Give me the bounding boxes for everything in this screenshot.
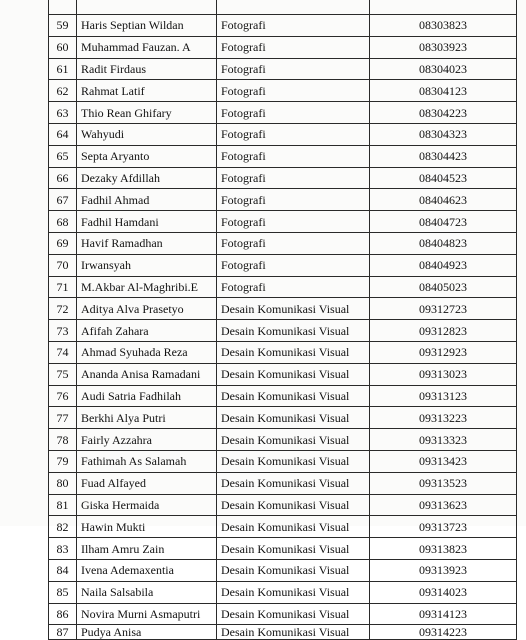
table-row (49, 189, 517, 211)
table-row (49, 363, 517, 385)
row-number: 59 (49, 15, 77, 37)
student-name: Naila Salsabila (77, 581, 217, 603)
program-name: Desain Komunikasi Visual (217, 450, 370, 472)
row-number: 84 (49, 559, 77, 581)
row-number: 83 (49, 538, 77, 560)
student-id: 09313923 (370, 559, 517, 581)
program-name: Fotografi (217, 102, 370, 124)
table-row (49, 581, 517, 603)
row-number: 86 (49, 603, 77, 625)
student-id: 09314123 (370, 603, 517, 625)
row-number: 71 (49, 276, 77, 298)
student-name: Havif Ramadhan (77, 232, 217, 254)
student-id: 09313123 (370, 385, 517, 407)
table-row (49, 276, 517, 298)
table-row (49, 232, 517, 254)
student-id: 09313623 (370, 494, 517, 516)
row-number: 80 (49, 472, 77, 494)
table-row (49, 167, 517, 189)
student-name: Giska Hermaida (77, 494, 217, 516)
student-name: Fadhil Ahmad (77, 189, 217, 211)
row-number: 74 (49, 341, 77, 363)
program-name: Fotografi (217, 15, 370, 37)
program-name: Fotografi (217, 167, 370, 189)
row-number: 66 (49, 167, 77, 189)
row-number: 75 (49, 363, 77, 385)
program-name: Fotografi (217, 232, 370, 254)
table-row (49, 0, 517, 15)
student-id: 08303823 (370, 15, 517, 37)
student-name (77, 0, 217, 15)
student-id: 09314223 (370, 625, 517, 640)
program-name: Desain Komunikasi Visual (217, 625, 370, 640)
student-name: Hawin Mukti (77, 516, 217, 538)
table-row (49, 538, 517, 560)
row-number: 68 (49, 211, 77, 233)
program-name: Desain Komunikasi Visual (217, 320, 370, 342)
program-name: Fotografi (217, 123, 370, 145)
student-name: Wahyudi (77, 123, 217, 145)
student-name: Rahmat Latif (77, 80, 217, 102)
table-row (49, 494, 517, 516)
student-name: Fairly Azzahra (77, 429, 217, 451)
row-number: 82 (49, 516, 77, 538)
table-row (49, 102, 517, 124)
student-name: Radit Firdaus (77, 58, 217, 80)
table-row (49, 472, 517, 494)
row-number: 61 (49, 58, 77, 80)
student-id: 08404623 (370, 189, 517, 211)
student-name: Fuad Alfayed (77, 472, 217, 494)
table-row (49, 450, 517, 472)
student-id: 09313723 (370, 516, 517, 538)
table-row (49, 516, 517, 538)
student-name: M.Akbar Al-Maghribi.E (77, 276, 217, 298)
row-number: 62 (49, 80, 77, 102)
program-name: Fotografi (217, 254, 370, 276)
student-name: Ahmad Syuhada Reza (77, 341, 217, 363)
row-number: 64 (49, 123, 77, 145)
student-id: 09313023 (370, 363, 517, 385)
program-name (217, 0, 370, 15)
student-id: 09313323 (370, 429, 517, 451)
table-row (49, 341, 517, 363)
row-number: 69 (49, 232, 77, 254)
student-id: 08304223 (370, 102, 517, 124)
row-number: 79 (49, 450, 77, 472)
row-number: 73 (49, 320, 77, 342)
student-name: Novira Murni Asmaputri (77, 603, 217, 625)
student-name: Ilham Amru Zain (77, 538, 217, 560)
table-row (49, 80, 517, 102)
program-name: Fotografi (217, 58, 370, 80)
program-name: Fotografi (217, 189, 370, 211)
student-name: Dezaky Afdillah (77, 167, 217, 189)
student-id: 09312723 (370, 298, 517, 320)
student-id: 08303923 (370, 36, 517, 58)
table-row (49, 123, 517, 145)
student-id: 08405023 (370, 276, 517, 298)
student-id: 09313523 (370, 472, 517, 494)
row-number: 72 (49, 298, 77, 320)
student-name: Thio Rean Ghifary (77, 102, 217, 124)
table-row (49, 625, 517, 640)
student-id: 09313223 (370, 407, 517, 429)
student-id: 08404523 (370, 167, 517, 189)
row-number: 85 (49, 581, 77, 603)
program-name: Desain Komunikasi Visual (217, 385, 370, 407)
table-row (49, 320, 517, 342)
student-id (370, 0, 517, 15)
table-row (49, 254, 517, 276)
student-name: Septa Aryanto (77, 145, 217, 167)
table-row (49, 15, 517, 37)
program-name: Desain Komunikasi Visual (217, 559, 370, 581)
program-name: Desain Komunikasi Visual (217, 538, 370, 560)
table-row (49, 407, 517, 429)
program-name: Fotografi (217, 211, 370, 233)
student-id: 09312923 (370, 341, 517, 363)
student-name: Afifah Zahara (77, 320, 217, 342)
student-name: Audi Satria Fadhilah (77, 385, 217, 407)
row-number: 65 (49, 145, 77, 167)
row-number: 76 (49, 385, 77, 407)
table-row (49, 298, 517, 320)
table-row (49, 145, 517, 167)
student-id: 08304123 (370, 80, 517, 102)
program-name: Desain Komunikasi Visual (217, 603, 370, 625)
row-number: 87 (49, 625, 77, 640)
student-name: Fathimah As Salamah (77, 450, 217, 472)
program-name: Fotografi (217, 36, 370, 58)
table-row (49, 36, 517, 58)
program-name: Desain Komunikasi Visual (217, 429, 370, 451)
table-row (49, 385, 517, 407)
table-row (49, 559, 517, 581)
program-name: Fotografi (217, 80, 370, 102)
table-row (49, 58, 517, 80)
row-number: 67 (49, 189, 77, 211)
row-number: 77 (49, 407, 77, 429)
row-number (49, 0, 77, 15)
student-id: 09314023 (370, 581, 517, 603)
student-id: 08404823 (370, 232, 517, 254)
student-id: 09312823 (370, 320, 517, 342)
row-number: 60 (49, 36, 77, 58)
row-number: 81 (49, 494, 77, 516)
student-name: Berkhi Alya Putri (77, 407, 217, 429)
student-id: 08404923 (370, 254, 517, 276)
program-name: Desain Komunikasi Visual (217, 407, 370, 429)
table-row (49, 429, 517, 451)
student-name: Ivena Ademaxentia (77, 559, 217, 581)
program-name: Desain Komunikasi Visual (217, 472, 370, 494)
student-name: Ananda Anisa Ramadani (77, 363, 217, 385)
student-table-body (49, 0, 517, 640)
student-name: Pudya Anisa (77, 625, 217, 640)
program-name: Fotografi (217, 145, 370, 167)
student-table (48, 0, 517, 640)
program-name: Desain Komunikasi Visual (217, 363, 370, 385)
row-number: 78 (49, 429, 77, 451)
student-name: Haris Septian Wildan (77, 15, 217, 37)
student-id: 08304023 (370, 58, 517, 80)
program-name: Desain Komunikasi Visual (217, 516, 370, 538)
student-name: Aditya Alva Prasetyo (77, 298, 217, 320)
table-row (49, 603, 517, 625)
student-id: 08304423 (370, 145, 517, 167)
student-name: Fadhil Hamdani (77, 211, 217, 233)
student-name: Muhammad Fauzan. A (77, 36, 217, 58)
program-name: Desain Komunikasi Visual (217, 494, 370, 516)
student-id: 09313823 (370, 538, 517, 560)
student-name: Irwansyah (77, 254, 217, 276)
student-id: 08304323 (370, 123, 517, 145)
student-id: 09313423 (370, 450, 517, 472)
program-name: Fotografi (217, 276, 370, 298)
program-name: Desain Komunikasi Visual (217, 298, 370, 320)
row-number: 63 (49, 102, 77, 124)
student-id: 08404723 (370, 211, 517, 233)
row-number: 70 (49, 254, 77, 276)
program-name: Desain Komunikasi Visual (217, 581, 370, 603)
program-name: Desain Komunikasi Visual (217, 341, 370, 363)
table-row (49, 211, 517, 233)
